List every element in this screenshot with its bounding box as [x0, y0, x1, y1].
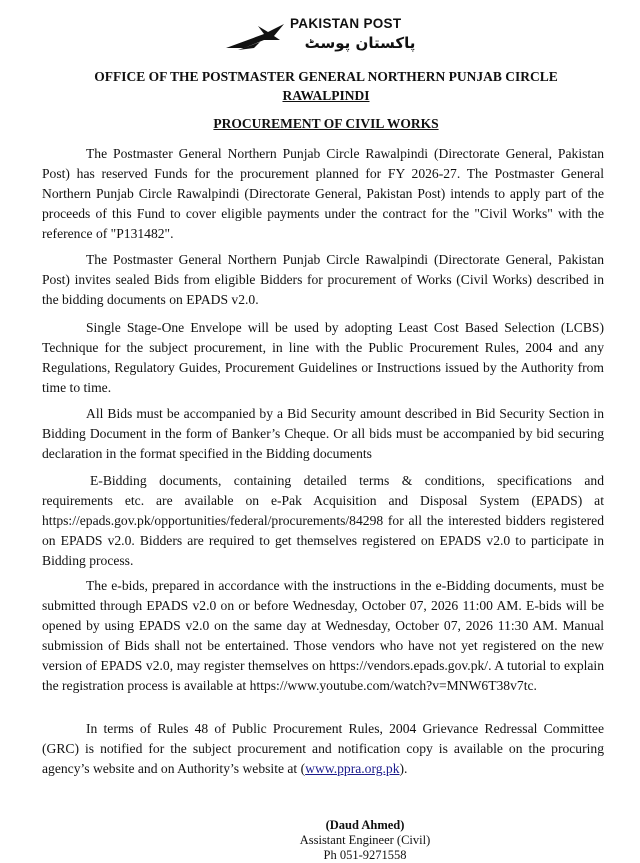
paragraph-funds: The Postmaster General Northern Punjab Circle Rawalpindi (Directorate General, Pakistan Post) has reserved Funds for the procurement planned for FY 2026-27. The Postmaster General Northern Punjab Circle Rawalpindi (Directorate General, Pakistan Post) intends to apply part of the proceeds of this Fund to cover eligible payments under the contract for the "Civil Works" with the reference of "P131482".: [42, 146, 604, 241]
title-line-1: OFFICE OF THE POSTMASTER GENERAL NORTHERN PUNJAB CIRCLE: [94, 69, 558, 84]
pakistan-post-logo: [224, 14, 434, 50]
signature-block: [240, 818, 490, 863]
signatory-designation: Assistant Engineer (Civil): [299, 833, 431, 847]
paragraph-method: Single Stage-One Envelope will be used by adopting Least Cost Based Selection (LCBS) Technique for the subject procurement, in line with the Public Procurement Rules, 2004 and any Regulations, Regulatory Guides, Procurement Guidelines or Instructions issued by the Authority from time to time.: [42, 320, 604, 395]
title-line-2: RAWALPINDI: [282, 88, 370, 103]
page-title: [40, 67, 612, 105]
paragraph-invitation: The Postmaster General Northern Punjab Circle Rawalpindi (Directorate General, Pakistan Post) invites sealed Bids from eligible Bidders for procurement of Works (Civil Works) described in the bidding documents on EPADS v2.0.: [42, 252, 604, 307]
pakistan-post-bird-icon: [224, 18, 292, 58]
logo-brand-urdu: پاکستان پوسٹ: [304, 34, 416, 52]
signatory-name: (Daud Ahmed): [325, 818, 405, 832]
grc-text: In terms of Rules 48 of Public Procurement Rules, 2004 Grievance Redressal Committee (GRC) is notified for the subject procurement and notification copy is available on the procuring agency’s website and on Authority’s website at (: [42, 721, 604, 776]
paragraph-grc: [42, 719, 604, 779]
ppra-website-link[interactable]: www.ppra.org.pk: [305, 761, 400, 776]
logo-brand-english: PAKISTAN POST: [290, 16, 402, 31]
paragraph-submission: The e-bids, prepared in accordance with the instructions in the e-Bidding documents, must be submitted through EPADS v2.0 on or before Wednesday, October 07, 2026 11:00 AM. E-bids will be opened by using EPADS v2.0 on the same day at Wednesday, October 07, 2026 11:30 AM. Manual submission of Bids shall not be entertained. Those vendors who have not yet registered on the new version of EPADS v2.0, may register themselves on https://vendors.epads.gov.pk/. A tutorial to explain the registration process is available at https://www.youtube.com/watch?v=MNW6T38v7tc.: [42, 578, 604, 693]
paragraph-ebidding-documents: E-Bidding documents, containing detailed terms & conditions, specifications and requirements etc. are available on e-Pak Acquisition and Disposal System (EPADS) at https://epads.gov.pk/opportunities/federal/procurements/84298 for all the interested bidders registered on EPADS v2.0. Bidders are required to get themselves registered on EPADS v2.0 to participate in Bidding process.: [42, 473, 604, 568]
grc-text-end: ).: [399, 761, 408, 776]
page-subtitle: PROCUREMENT OF CIVIL WORKS: [213, 116, 439, 131]
signatory-phone: Ph 051-9271558: [323, 848, 407, 862]
paragraph-bid-security: All Bids must be accompanied by a Bid Security amount described in Bid Security Section in Bidding Document in the form of Banker’s Cheque. Or all bids must be accompanied by bid securing declaration in the format specified in the Bidding documents: [42, 406, 604, 461]
